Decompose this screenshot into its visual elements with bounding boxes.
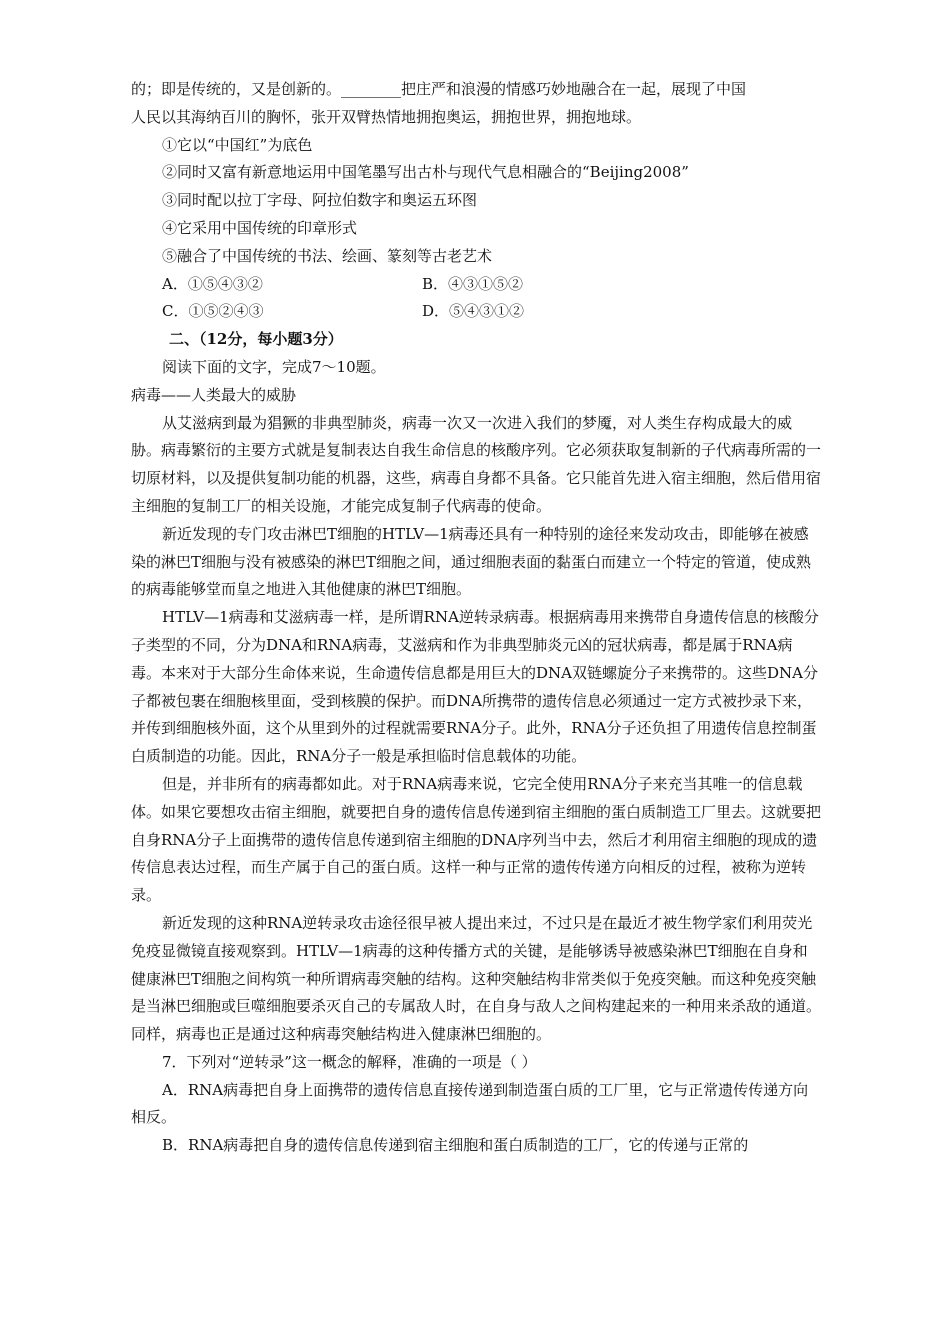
q6-option-b: B．④③①⑤② [422, 274, 524, 293]
q6-options-row-1 [131, 271, 821, 299]
question-7-option-a: A．RNA病毒把自身上面携带的遗传信息直接传递到制造蛋白质的工厂里，它与正常遗传传递方向相反。 [131, 1080, 809, 1127]
sentence-item-5: ⑤融合了中国传统的书法、绘画、篆刻等古老艺术 [162, 246, 493, 265]
article-paragraph-3: HTLV—1病毒和艾滋病毒一样，是所谓RNA逆转录病毒。根据病毒用来携带自身遗传信息的核酸分子类型的不同，分为DNA和RNA病毒，艾滋病和作为非典型肺炎元凶的冠状病毒，都是属于RNA病毒。本来对于大部分生命体来说，生命遗传信息都是用巨大的DNA双链螺旋分子来携带的。这些DNA分子都被包裹在细胞核里面，受到核膜的保护。而DNA所携带的遗传信息必须通过一定方式被抄录下来，并传到细胞核外面，这个从里到外的过程就需要RNA分子。此外，RNA分子还负担了用遗传信息控制蛋白质制造的功能。因此，RNA分子一般是承担临时信息载体的功能。 [131, 608, 819, 766]
article-paragraph-2: 新近发现的专门攻击淋巴T细胞的HTLV—1病毒还具有一种特别的途径来发动攻击，即能够在被感染的淋巴T细胞与没有被感染的淋巴T细胞之间，通过细胞表面的黏蛋白而建立一个特定的管道，使成熟的病毒能够堂而皇之地进入其他健康的淋巴T细胞。 [131, 524, 812, 599]
reading-instruction: 阅读下面的文字，完成7～10题。 [162, 357, 386, 376]
q6-option-d: D．⑤④③①② [422, 302, 525, 321]
sentence-item-1: ①它以“中国红”为底色 [162, 135, 313, 154]
document-page [131, 76, 821, 1160]
question-7-stem: 7．下列对“逆转录”这一概念的解释，准确的一项是（ ） [162, 1052, 537, 1071]
article-title: 病毒——人类最大的威胁 [131, 385, 297, 404]
q6-options-row-2 [131, 298, 821, 326]
article-paragraph-1: 从艾滋病到最为猖獗的非典型肺炎，病毒一次又一次进入我们的梦魇，对人类生存构成最大的威胁。病毒繁衍的主要方式就是复制表达自我生命信息的核酸序列。它必须获取复制新的子代病毒所需的一切原材料，以及提供复制功能的机器，这些，病毒自身都不具备。它只能首先进入宿主细胞，然后借用宿主细胞的复制工厂的相关设施，才能完成复制子代病毒的使命。 [131, 413, 822, 515]
q6-option-c: C．①⑤②④③ [162, 302, 264, 321]
sentence-item-3: ③同时配以拉丁字母、阿拉伯数字和奥运五环图 [162, 191, 478, 210]
section-2-heading: 二、（12分，每小题3分） [169, 330, 343, 349]
sentence-item-2: ②同时又富有新意地运用中国笔墨写出古朴与现代气息相融合的“Beijing2008” [162, 163, 689, 182]
article-paragraph-5: 新近发现的这种RNA逆转录攻击途径很早被人提出来过，不过只是在最近才被生物学家们利用荧光免疫显微镜直接观察到。HTLV—1病毒的这种传播方式的关键，是能够诱导被感染淋巴T细胞在自身和健康淋巴T细胞之间构筑一种所谓病毒突触的结构。这种突触结构非常类似于免疫突触。而这种免疫突触是当淋巴细胞或巨噬细胞要杀灭自己的专属敌人时，在自身与敌人之间构建起来的一种用来杀敌的通道。同样，病毒也正是通过这种病毒突触结构进入健康淋巴细胞的。 [131, 913, 822, 1044]
intro-line-1: 的；即是传统的，又是创新的。________把庄严和浪漫的情感巧妙地融合在一起，展现了中国 [131, 80, 747, 98]
sentence-item-4: ④它采用中国传统的印章形式 [162, 218, 358, 237]
q6-option-a: A．①⑤④③② [162, 274, 263, 293]
intro-line-2: 人民以其海纳百川的胸怀，张开双臂热情地拥抱奥运，拥抱世界，拥抱地球。 [131, 107, 642, 126]
question-7-option-b: B．RNA病毒把自身的遗传信息传递到宿主细胞和蛋白质制造的工厂，它的传递与正常的 [162, 1136, 749, 1155]
article-paragraph-4: 但是，并非所有的病毒都如此。对于RNA病毒来说，它完全使用RNA分子来充当其唯一的信息载体。如果它要想攻击宿主细胞，就要把自身的遗传信息传递到宿主细胞的蛋白质制造工厂里去。这就要把自身RNA分子上面携带的遗传信息传递到宿主细胞的DNA序列当中去，然后才利用宿主细胞的现成的遗传信息表达过程，而生产属于自己的蛋白质。这样一种与正常的遗传传递方向相反的过程，被称为逆转录。 [131, 774, 822, 905]
